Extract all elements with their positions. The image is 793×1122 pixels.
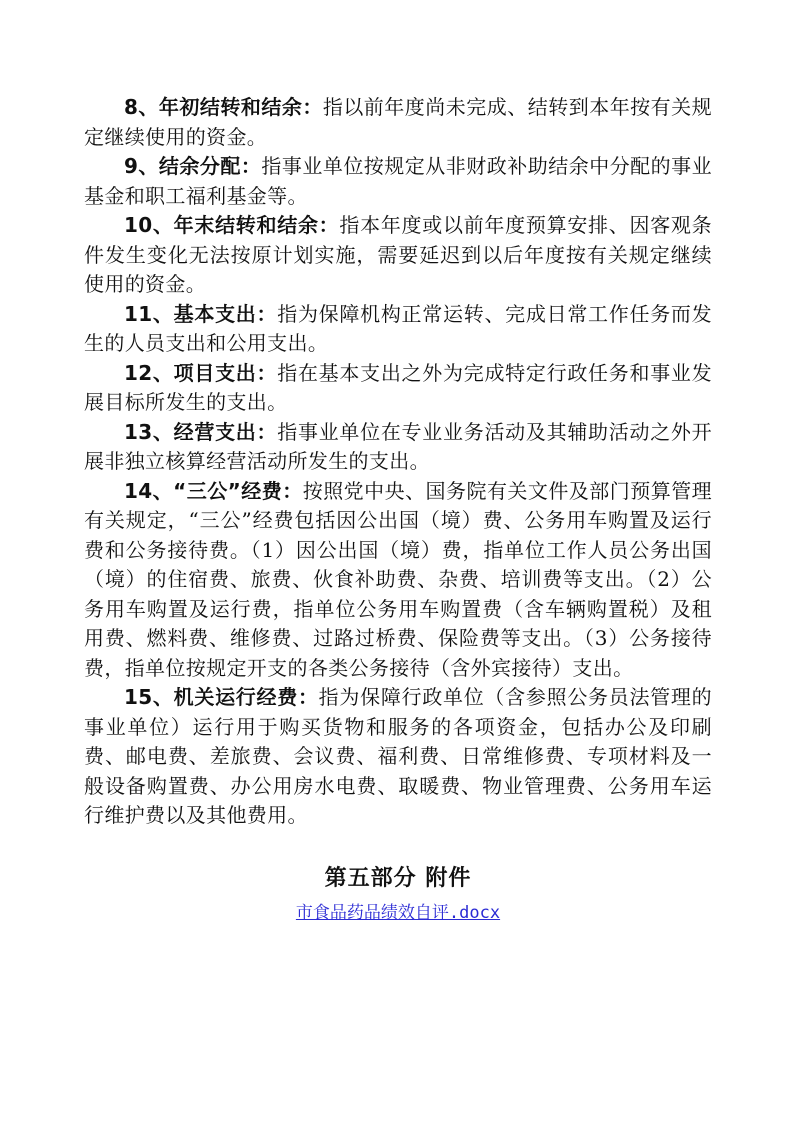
definition-term: 12、项目支出： (124, 360, 278, 385)
definition-15 (84, 683, 712, 831)
definition-text: 指以前年度尚未完成、结转到本年按有关规定继续使用的资金。 (84, 95, 712, 149)
definition-11 (84, 300, 712, 359)
definition-text: 指事业单位按规定从非财政补助结余中分配的事业基金和职工福利基金等。 (84, 154, 713, 208)
definition-13 (84, 418, 712, 477)
definition-term: 10、年末结转和结余： (124, 213, 340, 237)
definition-term: 11、基本支出： (124, 301, 278, 326)
definition-10 (84, 211, 712, 300)
definition-term: 13、经营支出： (124, 419, 278, 444)
definition-text: 指为保障机构正常运转、完成日常工作任务而发生的人员支出和公用支出。 (84, 301, 712, 355)
attachment-link[interactable]: 市食品药品绩效自评.docx (295, 902, 501, 923)
definition-8 (84, 93, 712, 152)
definition-text: 指本年度或以前年度预算安排、因客观条件发生变化无法按原计划实施，需要延迟到以后年度按有关规定继续使用的资金。 (84, 213, 712, 296)
definition-14 (84, 477, 712, 684)
document-page (84, 93, 712, 923)
section-title: 第五部分 附件 (324, 865, 472, 891)
definition-term: 9、结余分配： (124, 154, 262, 178)
definition-12 (84, 359, 712, 418)
definition-text: 按照党中央、国务院有关文件及部门预算管理有关规定，“三公”经费包括因公出国（境）费、公务用车购置及运行费和公务接待费。（1）因公出国（境）费，指单位工作人员公务出国（境）的住宿费、旅费、伙食补助费、杂费、培训费等支出。（2）公务用车购置及运行费，指单位公务用车购置费（含车辆购置税）及租用费、燃料费、维修费、过路过桥费、保险费等支出。（3）公务接待费，指单位按规定开支的各类公务接待（含外宾接待）支出。 (84, 478, 713, 680)
definition-text: 指为保障行政单位（含参照公务员法管理的事业单位）运行用于购买货物和服务的各项资金，包括办公及印刷费、邮电费、差旅费、会议费、福利费、日常维修费、专项材料及一般设备购置费、办公用房水电费、取暖费、物业管理费、公务用车运行维护费以及其他费用。 (84, 685, 712, 827)
attachment-container (84, 898, 712, 923)
definition-text: 指在基本支出之外为完成特定行政任务和事业发展目标所发生的支出。 (84, 360, 712, 414)
definition-text: 指事业单位在专业业务活动及其辅助活动之外开展非独立核算经营活动所发生的支出。 (84, 419, 712, 473)
definition-9 (84, 152, 712, 211)
definition-term: 14、“三公”经费： (124, 478, 303, 503)
definition-term: 15、机关运行经费： (124, 685, 319, 709)
definition-term: 8、年初结转和结余： (124, 95, 323, 119)
